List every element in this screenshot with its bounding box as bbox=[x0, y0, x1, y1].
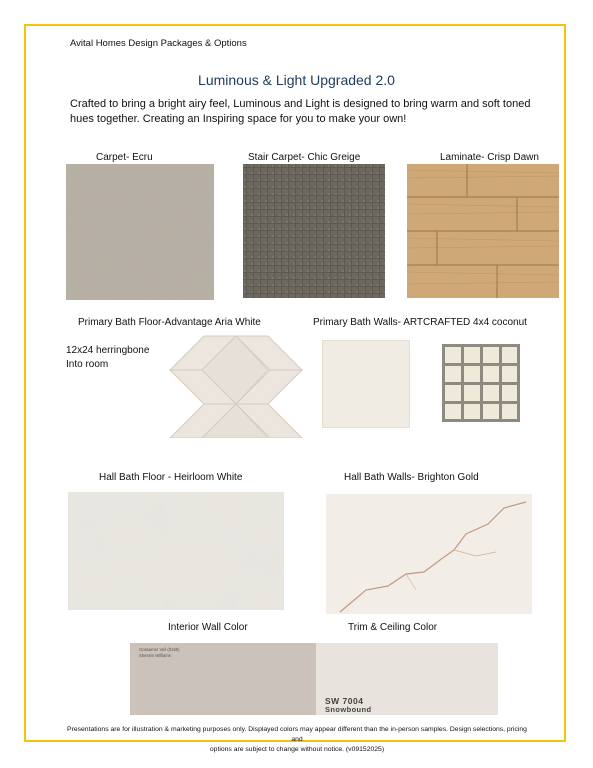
package-title: Luminous & Light Upgraded 2.0 bbox=[198, 72, 395, 88]
wall-chip-name: Gossamer Veil (9165) bbox=[139, 647, 180, 652]
herringbone-note: 12x24 herringbone bbox=[66, 345, 150, 356]
trim-chip-name: Snowbound bbox=[325, 705, 372, 714]
wall-chip-brand: Sherwin Williams bbox=[139, 653, 171, 658]
disclaimer-line-2: options are subject to change without notice. (v09152025) bbox=[209, 746, 385, 753]
footer-disclaimer bbox=[62, 725, 532, 755]
stair-carpet-label: Stair Carpet- Chic Greige bbox=[248, 152, 361, 163]
herringbone-tile-swatch bbox=[168, 334, 318, 438]
interior-wall-color-chip bbox=[130, 643, 316, 715]
into-room-note: Into room bbox=[66, 359, 109, 370]
laminate-swatch bbox=[407, 164, 559, 298]
interior-wall-color-label: Interior Wall Color bbox=[168, 622, 248, 633]
stair-carpet-swatch bbox=[243, 164, 385, 298]
coconut-tile-swatch bbox=[322, 340, 410, 428]
trim-chip-code: SW 7004 bbox=[325, 696, 364, 706]
coconut-4x4-grid-swatch bbox=[442, 344, 520, 422]
heirloom-white-swatch bbox=[68, 492, 284, 610]
brighton-gold-swatch bbox=[326, 494, 532, 614]
company-header: Avital Homes Design Packages & Options bbox=[70, 38, 247, 49]
carpet-swatch bbox=[66, 164, 214, 300]
package-description: Crafted to bring a bright airy feel, Luminous and Light is designed to bring warm and soft toned hues together. Creating an Inspiring space for you to make your own! bbox=[70, 98, 531, 125]
trim-ceiling-color-label: Trim & Ceiling Color bbox=[348, 622, 438, 633]
primary-bath-floor-label: Primary Bath Floor-Advantage Aria White bbox=[78, 317, 261, 328]
carpet-label: Carpet- Ecru bbox=[96, 152, 153, 163]
hall-bath-floor-label: Hall Bath Floor - Heirloom White bbox=[99, 472, 243, 483]
laminate-label: Laminate- Crisp Dawn bbox=[440, 152, 539, 163]
disclaimer-line-1: Presentations are for illustration & marketing purposes only. Displayed colors may appear different than the in-person samples. Design selections, pricing and bbox=[67, 726, 527, 743]
trim-ceiling-color-chip bbox=[316, 643, 498, 715]
hall-bath-walls-label: Hall Bath Walls- Brighton Gold bbox=[344, 472, 479, 483]
primary-bath-walls-label: Primary Bath Walls- ARTCRAFTED 4x4 coconut bbox=[313, 317, 527, 328]
